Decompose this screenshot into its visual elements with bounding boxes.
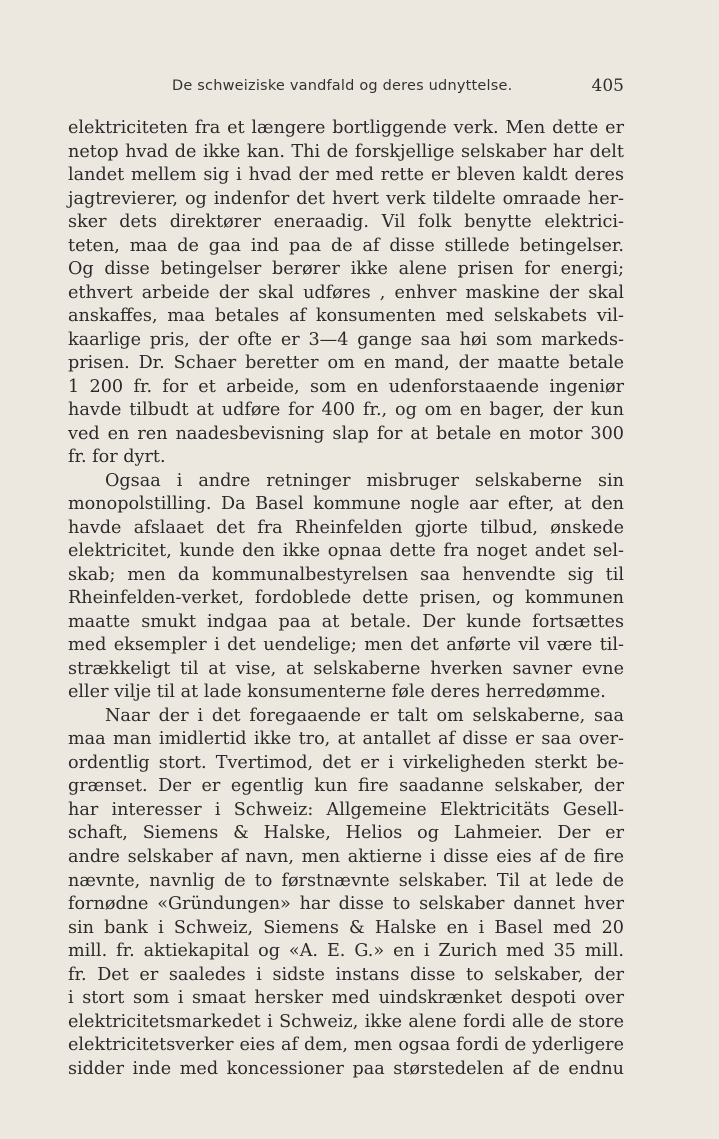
text-line: sker dets direktører eneraadig. Vil folk benytte elektrici- (68, 212, 624, 233)
text-line: sin bank i Schweiz, Siemens & Halske en i Basel med 20 (68, 917, 624, 938)
text-line: 1 200 fr. for et arbeide, som en udenforstaaende ingeniør (68, 376, 624, 397)
text-line: grænset. Der er egentlig kun fire saadanne selskaber, der (68, 776, 624, 797)
running-title: De schweiziske vandfald og deres udnyttelse. (172, 78, 513, 94)
text-line: ved en ren naadesbevisning slap for at betale en motor 300 (68, 423, 624, 444)
text-line: ethvert arbeide der skal udføres , enhver maskine der skal (68, 282, 624, 303)
text-line: havde afslaaet det fra Rheinfelden gjorte tilbud, ønskede (68, 517, 624, 538)
text-line: maatte smukt indgaa paa at betale. Der kunde fortsættes (68, 611, 624, 632)
text-line: andre selskaber af navn, men aktierne i disse eies af de fire (68, 846, 624, 867)
text-line: sidder inde med koncessioner paa størstedelen af de endnu (68, 1058, 624, 1079)
text-line: teten, maa de gaa ind paa de af disse stillede betingelser. (68, 235, 624, 256)
text-line: elektricitet, kunde den ikke opnaa dette fra noget andet sel- (68, 541, 624, 562)
text-line: Rheinfelden-verket, fordoblede dette prisen, og kommunen (68, 588, 624, 609)
page-header (68, 78, 624, 100)
text-line: i stort som i smaat hersker med uindskrænket despoti over (68, 988, 624, 1009)
text-line: elektriciteten fra et længere bortliggende verk. Men dette er (68, 118, 624, 138)
text-line: monopolstilling. Da Basel kommune nogle aar efter, at den (68, 494, 624, 515)
text-line: strækkeligt til at vise, at selskaberne hverken savner evne (68, 658, 624, 679)
text-line: anskaffes, maa betales af konsumenten med selskabets vil- (68, 306, 624, 327)
text-line: elektricitetsverker eies af dem, men ogsaa fordi de yderligere (68, 1035, 624, 1056)
text-line: fr. for dyrt. (68, 447, 166, 468)
text-line: mill. fr. aktiekapital og «A. E. G.» en i Zurich med 35 mill. (68, 941, 624, 962)
text-line: prisen. Dr. Schaer beretter om en mand, der maatte betale (68, 353, 624, 374)
text-line: elektricitetsmarkedet i Schweiz, ikke alene fordi alle de store (68, 1011, 624, 1032)
text-line: maa man imidlertid ikke tro, at antallet af disse er saa over- (68, 729, 624, 750)
text-line: Og disse betingelser berører ikke alene prisen for energi; (68, 259, 624, 280)
text-line: Ogsaa i andre retninger misbruger selskaberne sin (105, 470, 624, 491)
text-line: schaft, Siemens & Halske, Helios og Lahmeier. Der er (68, 823, 624, 844)
text-line: med eksempler i det uendelige; men det anførte vil være til- (68, 635, 624, 656)
text-line: jagtrevierer, og indenfor det hvert verk tildelte omraade her- (68, 188, 624, 209)
text-line: skab; men da kommunalbestyrelsen saa henvendte sig til (68, 564, 624, 585)
body-text (68, 117, 624, 1081)
text-line: fr. Det er saaledes i sidste instans disse to selskaber, der (68, 964, 624, 985)
text-line: har interesser i Schweiz: Allgemeine Elektricitäts Gesell- (68, 799, 624, 820)
text-line: ordentlig stort. Tvertimod, det er i virkeligheden sterkt be- (68, 752, 624, 773)
page-number: 405 (591, 76, 624, 96)
text-line: kaarlige pris, der ofte er 3—4 gange saa høi som markeds- (68, 329, 624, 350)
text-line: nævnte, navnlig de to førstnævnte selskaber. Til at lede de (68, 870, 624, 891)
text-line: eller vilje til at lade konsumenterne føle deres herredømme. (68, 682, 606, 703)
text-line: havde tilbudt at udføre for 400 fr., og om en bager, der kun (68, 400, 624, 421)
text-line: netop hvad de ikke kan. Thi de forskjellige selskaber har delt (68, 141, 624, 162)
text-line: Naar der i det foregaaende er talt om selskaberne, saa (105, 705, 624, 726)
text-line: fornødne «Gründungen» har disse to selskaber dannet hver (68, 894, 624, 915)
text-line: landet mellem sig i hvad der med rette er bleven kaldt deres (68, 165, 624, 186)
